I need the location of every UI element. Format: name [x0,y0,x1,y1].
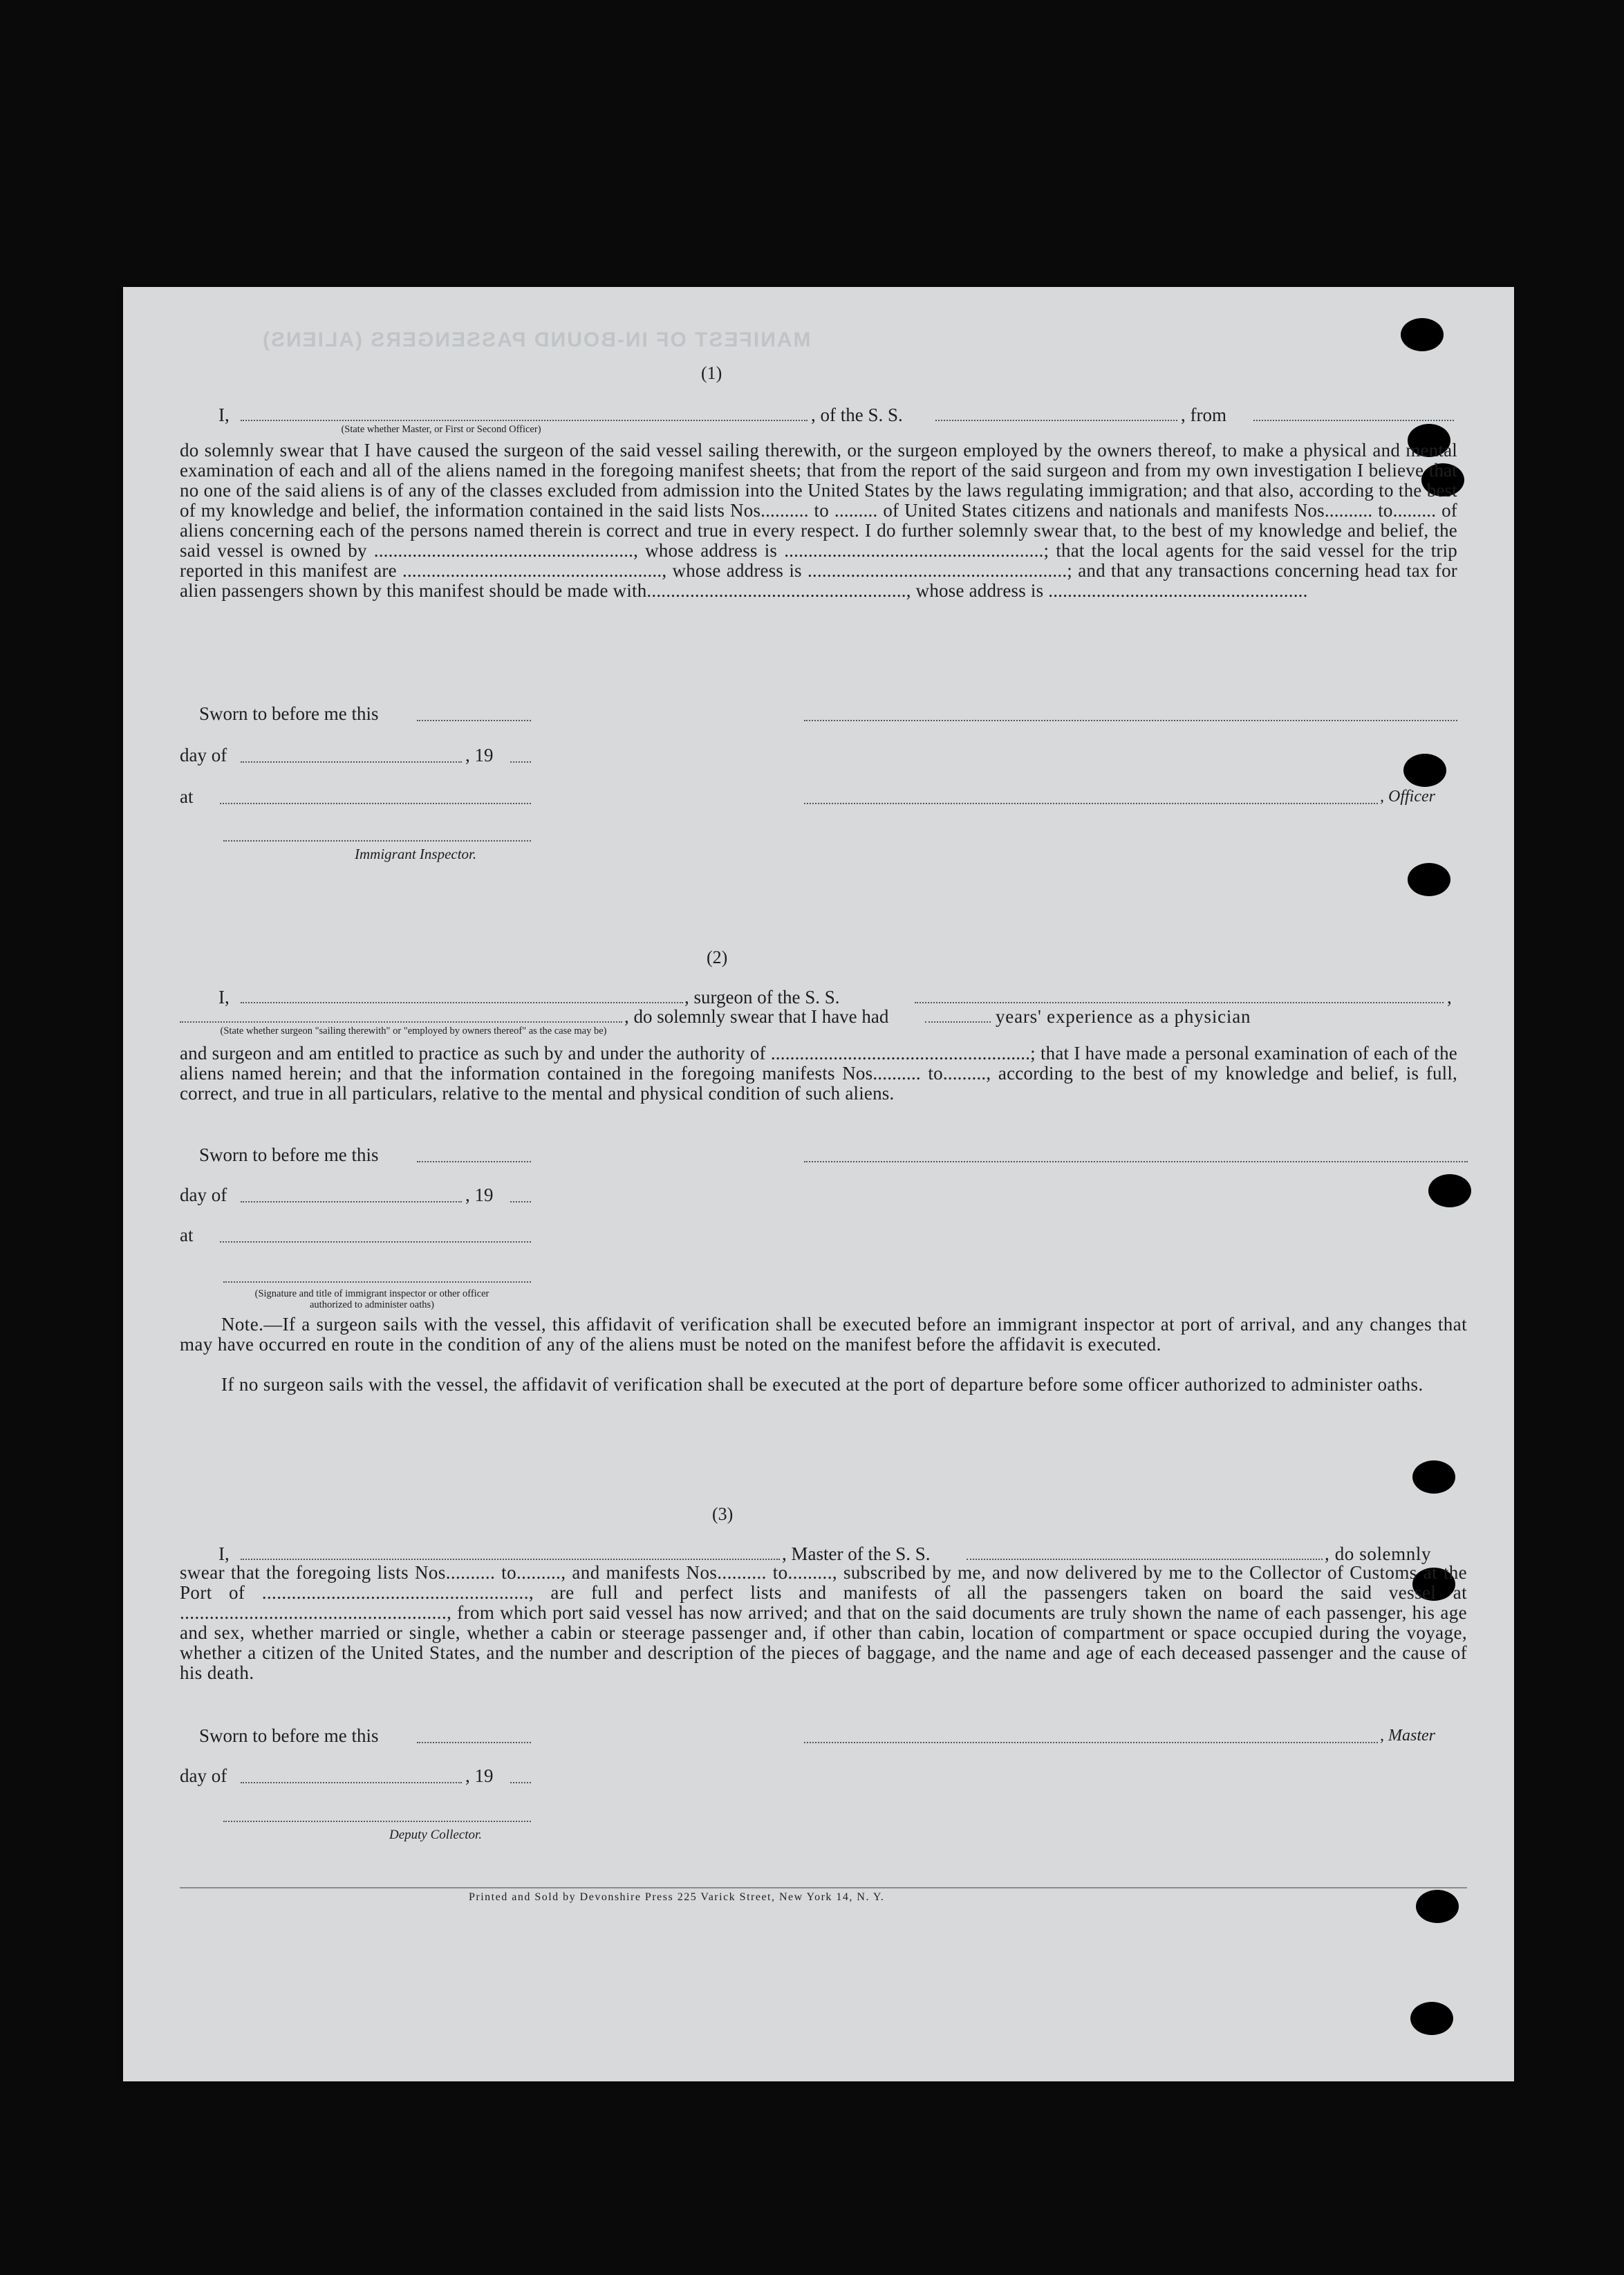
form-sheet [123,287,1514,2081]
section-number: (3) [712,1504,734,1524]
binder-hole [1401,318,1444,351]
surgeon-of-label: , surgeon of the S. S. [684,987,840,1008]
year-field[interactable] [510,1782,531,1783]
surgeon-note: (State whether surgeon "sailing therewith" or "employed by owners thereof" as the case may be) [220,1025,607,1037]
declarant-prefix: I, [218,1543,230,1564]
binder-hole [1403,754,1446,787]
binder-hole [1410,2002,1453,2035]
sworn-date-field[interactable] [417,1742,531,1743]
surgeon-status-field[interactable] [180,1021,622,1023]
officer-label: , Officer [1380,788,1435,806]
declarant-prefix: I, [218,987,230,1008]
month-field[interactable] [241,761,462,763]
declarant-prefix: I, [218,405,230,425]
comma: , [1447,987,1452,1008]
solemnly-label: , do solemnly [1325,1543,1432,1564]
day-of-label: day of [180,745,227,765]
year-field[interactable] [510,1201,531,1202]
sworn-label: Sworn to before me this [199,1725,379,1746]
show-through-header: MANIFEST OF IN-BOUND PASSENGERS (ALIENS) [261,328,811,351]
section3-body: swear that the foregoing lists Nos.......... to........., and manifests Nos.......... to........., subscribed by me, and now delivered by me to the Collector of Customs at the Port of ......................................................, are full and perfect lists and manifests of all the passengers taken on board the said vessel at ......................................................, from which port said vessel has now arrived; and that on the said documents are truly shown the name of each passenger, his age and sex, whether married or single, whether a cabin or steerage passenger and, if other than cabin, location of compartment or space occupied during the voyage, whether a citizen of the United States, and the number and description of the pieces of baggage, and the name and age of each deceased passenger and the cause of his death. [180,1562,1467,1683]
witness-note: (Signature and title of immigrant inspector or other officer authorized to administer oaths) [254,1288,489,1310]
sworn-date-field[interactable] [417,720,531,721]
master-name-field[interactable] [241,1559,780,1560]
surgeon-name-field[interactable] [241,1002,683,1003]
officer-note: (State whether Master, or First or Second Officer) [341,424,541,435]
month-field[interactable] [241,1782,462,1783]
day-of-label: day of [180,1765,227,1786]
inspector-label: Immigrant Inspector. [355,846,477,862]
master-signature-field[interactable] [804,1742,1378,1743]
from-label: , from [1181,405,1226,425]
witness-signature-field[interactable] [223,1281,531,1283]
years-label: years' experience as a physician [996,1006,1251,1027]
vessel-name-field[interactable] [935,420,1177,421]
collector-label: Deputy Collector. [389,1828,483,1842]
place-field[interactable] [220,1241,531,1243]
no-surgeon-note-paragraph: If no surgeon sails with the vessel, the affidavit of verification shall be executed at the port of departure before some officer authorized to administer oaths. [221,1374,1424,1395]
footer-rule [180,1887,1467,1888]
section2-body: and surgeon and am entitled to practice as such by and under the authority of ......................................................; that I have made a personal examination of each of the aliens named herein; and that the information contained in the foregoing manifests Nos.......... to........., according to the best of my knowledge and belief, is full, correct, and true in all particulars, relative to the mental and physical condition of such aliens. [180,1043,1457,1104]
at-label: at [180,1225,194,1245]
vessel-label: , of the S. S. [811,405,903,425]
sworn-label: Sworn to before me this [199,703,379,724]
master-label: , Master [1380,1727,1435,1745]
collector-signature-field[interactable] [223,1821,531,1822]
officer-signature-field[interactable] [804,720,1457,721]
officer-name-field[interactable] [241,420,808,421]
section-number: (2) [707,947,728,967]
swear-text: , do solemnly swear that I have had [624,1006,889,1027]
master-of-label: , Master of the S. S. [782,1543,931,1564]
origin-port-field[interactable] [1253,420,1454,421]
place-field[interactable] [220,803,531,804]
year-field[interactable] [510,761,531,763]
section1-body: do solemnly swear that I have caused the surgeon of the said vessel sailing therewith, or the surgeon employed by the owners thereof, to make a physical and mental examination of each and all of the aliens named in the foregoing manifest sheets; that from the report of the said surgeon and from my own investigation I believe that no one of the said aliens is of any of the classes excluded from admission into the United States by the laws regulating immigration; and that also, according to the best of my knowledge and belief, the information contained in the said lists Nos.......... to ......... of United States citizens and nationals and manifests Nos.......... to......... of aliens concerning each of the persons named therein is correct and true in every respect. I do further solemnly swear that, to the best of my knowledge and belief, the said vessel is owned by ......................................................, whose address is ......................................................; that the local agents for the said vessel for the trip reported in this manifest are ......................................................, whose address is ......................................................; and that any transactions concerning head tax for alien passengers shown by this manifest should be made with......................................................, whose address is ...................................................... [180,440,1457,601]
day-of-label: day of [180,1185,227,1205]
section-number: (1) [701,363,722,383]
month-field[interactable] [241,1201,462,1202]
year-label: , 19 [465,1185,494,1205]
binder-hole [1412,1460,1455,1494]
surgeon-signature-field[interactable] [804,1161,1468,1162]
binder-hole [1428,1174,1471,1207]
years-field[interactable] [925,1021,991,1023]
officer-title-field[interactable] [804,803,1378,804]
surgeon-vessel-field[interactable] [915,1002,1444,1003]
sworn-label: Sworn to before me this [199,1144,379,1165]
surgeon-note-paragraph: Note.—If a surgeon sails with the vessel, this affidavit of verification shall be executed before an immigrant inspector at port of arrival, and any changes that may have occurred en route in the condition of any of the aliens must be noted on the manifest before the affidavit is executed. [180,1314,1467,1355]
master-vessel-field[interactable] [967,1559,1323,1560]
printer-imprint: Printed and Sold by Devonshire Press 225 Varick Street, New York 14, N. Y. [469,1891,885,1903]
binder-hole [1416,1890,1459,1923]
year-label: , 19 [465,745,494,765]
binder-hole [1408,863,1450,896]
year-label: , 19 [465,1765,494,1786]
at-label: at [180,786,194,807]
sworn-date-field[interactable] [417,1161,531,1162]
inspector-signature-field[interactable] [223,840,531,842]
